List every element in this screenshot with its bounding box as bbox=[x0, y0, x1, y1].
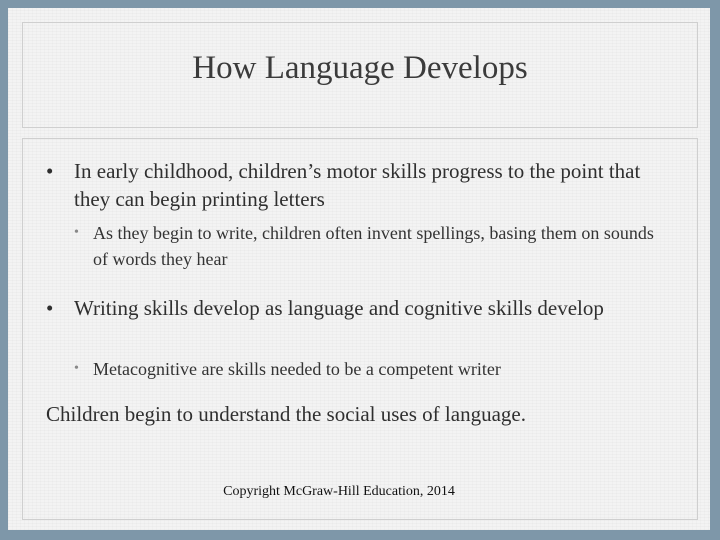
bullet-text: In early childhood, children’s motor skills progress to the point that they can begin printing letters bbox=[74, 159, 641, 211]
sub-bullet-item bbox=[74, 356, 654, 382]
bullet-marker: • bbox=[46, 296, 54, 320]
bullet-marker: • bbox=[46, 159, 54, 183]
copyright-footer: Copyright McGraw-Hill Education, 2014 bbox=[223, 484, 455, 499]
sub-bullet-marker: • bbox=[74, 225, 79, 240]
sub-bullet-marker: • bbox=[74, 361, 79, 376]
sub-bullet-text: Metacognitive are skills needed to be a competent writer bbox=[93, 359, 501, 379]
sub-bullet-item bbox=[74, 220, 654, 272]
bullet-item bbox=[46, 294, 666, 322]
bullet-item bbox=[46, 157, 666, 213]
body-text: Children begin to understand the social uses of language. bbox=[46, 402, 526, 426]
bullet-text: Writing skills develop as language and cognitive skills develop bbox=[74, 296, 604, 320]
slide-title: How Language Develops bbox=[192, 50, 528, 86]
sub-bullet-text: As they begin to write, children often invent spellings, basing them on sounds of words they hear bbox=[93, 223, 654, 269]
